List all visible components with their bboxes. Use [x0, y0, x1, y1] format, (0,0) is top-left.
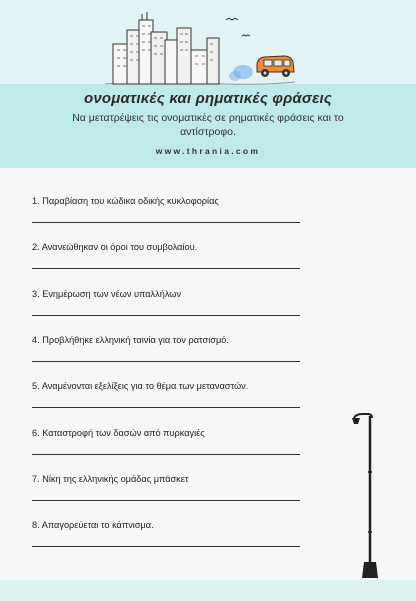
website-link[interactable]: www.thrania.com [155, 146, 261, 156]
answer-line[interactable] [32, 222, 300, 223]
exercise-item [32, 474, 302, 501]
answer-line[interactable] [32, 361, 300, 362]
exercise-text: 2. Ανανεώθηκαν οι όροι του συμβολαίου. [32, 242, 198, 252]
exercise-text: 5. Αναμένονται εξελίξεις για το θέμα των μεταναστών. [32, 381, 249, 391]
exercise-item [32, 428, 302, 455]
exercise-item [32, 242, 302, 269]
exercise-item [32, 335, 302, 362]
exercise-item [32, 381, 302, 408]
answer-line[interactable] [32, 268, 300, 269]
answer-line[interactable] [32, 454, 300, 455]
answer-line[interactable] [32, 315, 300, 316]
exercise-text: 6. Καταστροφή των δασών από πυρκαγιές [32, 428, 205, 438]
page-title: ονοματικές και ρηματικές φράσεις [83, 90, 332, 107]
exercise-text: 4. Προβλήθηκε ελληνική ταινία για τον ρατσισμό. [32, 335, 229, 345]
exercise-item [32, 196, 302, 223]
answer-line[interactable] [32, 407, 300, 408]
exercise-text: 7. Νίκη της ελληνικής ομάδας μπάσκετ [32, 474, 189, 484]
exercise-text: 8. Απαγορεύεται το κάπνισμα. [32, 520, 154, 530]
exercise-item [32, 520, 302, 547]
footer [0, 580, 416, 601]
answer-line[interactable] [32, 546, 300, 547]
answer-line[interactable] [32, 500, 300, 501]
birds-icon [222, 14, 262, 44]
instructions: Να μετατρέψεις τις ονοματικές σε ρηματικές φράσεις και το αντίστροφο. [72, 112, 344, 138]
exhaust-cloud [229, 65, 253, 81]
exercise-text: 1. Παραβίαση του κώδικα οδικής κυκλοφορίας [32, 196, 219, 206]
street-lamp-icon [348, 412, 392, 580]
exercise-text: 3. Ενημέρωση των νέων υπαλλήλων [32, 289, 182, 299]
car-icon [254, 52, 296, 82]
exercise-item [32, 289, 302, 316]
